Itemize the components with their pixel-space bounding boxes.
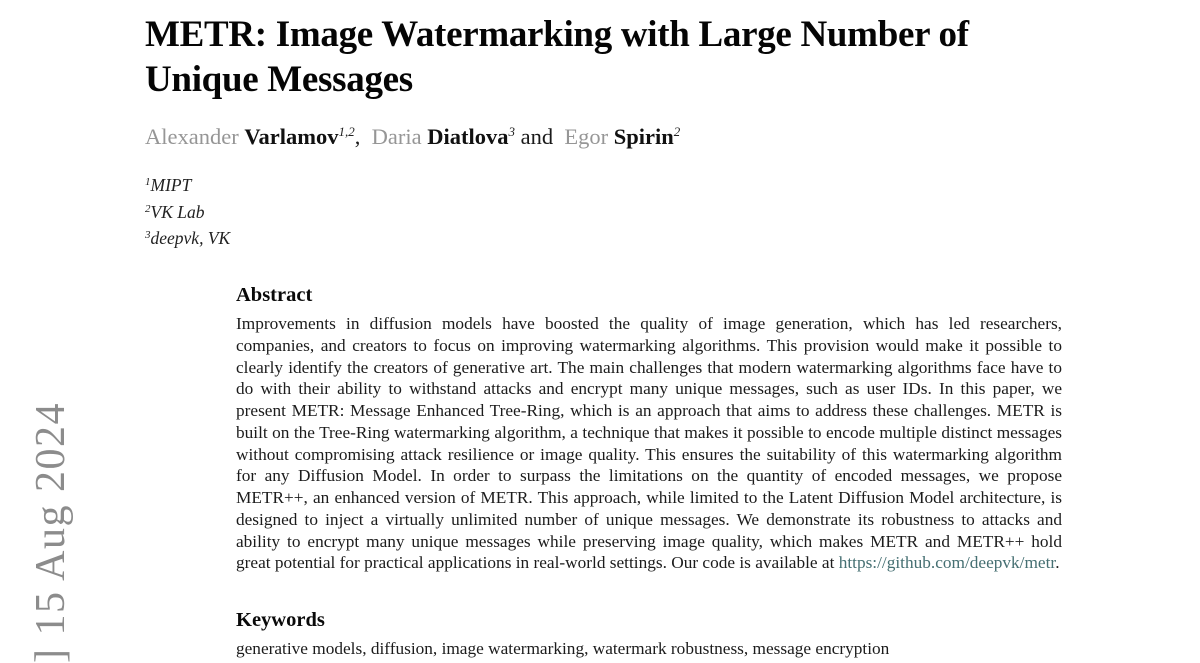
author-last-name: Spirin bbox=[613, 124, 674, 149]
abstract-text-before-link: Improvements in diffusion models have boosted the quality of image generation, which has led researchers, companies, and creators to focus on improving watermarking algorithms. This provision would make it possible to clearly identify the creators of generative art. The main challenges that modern watermarking algorithms face have to do with their ability to withstand attacks and encrypt many unique messages, such as user IDs. In this paper, we present METR: Message Enhanced Tree-Ring, which is an approach that aims to address these challenges. METR is built on the Tree-Ring watermarking algorithm, a technique that makes it possible to encode multiple distinct messages without compromising attack resilience or image quality. This ensures the suitability of this watermarking algorithm for any Diffusion Model. In order to surpass the limitations on the quantity of encoded messages, we propose METR++, an enhanced version of METR. This approach, while limited to the Latent Diffusion Model architecture, is designed to inject a virtually unlimited number of unique messages. We demonstrate its robustness to attacks and ability to encrypt many unique messages while preserving image quality, which makes METR and METR++ hold great potential for practical applications in real-world settings. Our code is available at bbox=[236, 314, 1062, 573]
author-affiliation-superscript: 3 bbox=[508, 124, 515, 139]
affiliation-item: $^2$VK Lab bbox=[145, 201, 205, 222]
keywords-section bbox=[236, 608, 1062, 660]
abstract-text-after-link: . bbox=[1055, 553, 1060, 573]
author-line: Alexander Varlamov$^{1,2}$, Daria Diatlova$^3$ and Egor Spirin$^2$ bbox=[145, 124, 681, 149]
affiliation-item: $^1$MIPT bbox=[145, 175, 192, 195]
author-last-name: Varlamov bbox=[244, 124, 339, 149]
paper-title bbox=[145, 12, 969, 102]
affiliations-list bbox=[145, 172, 230, 252]
author-last-name: Diatlova bbox=[427, 124, 509, 149]
abstract-section bbox=[236, 283, 1062, 574]
abstract-text bbox=[236, 313, 1062, 574]
paper-title-line1: METR: Image Watermarking with Large Number of bbox=[145, 14, 969, 55]
affiliation-superscript: 3 bbox=[145, 229, 151, 241]
keywords-heading: Keywords bbox=[236, 609, 325, 631]
author-affiliation-superscript: 2 bbox=[673, 124, 681, 139]
affiliation-superscript: 1 bbox=[145, 176, 151, 188]
author-first-name: Egor bbox=[564, 124, 614, 149]
affiliation-superscript: 2 bbox=[145, 202, 151, 215]
paper-title-line2: Unique Messages bbox=[145, 59, 413, 100]
author-first-name: Alexander bbox=[145, 124, 245, 149]
keywords-text: generative models, diffusion, image watermarking, watermark robustness, message encryption bbox=[236, 639, 890, 658]
affiliation-item: $^3$deepvk, VK bbox=[145, 228, 231, 248]
author-first-name: Daria bbox=[371, 124, 428, 149]
code-repository-link[interactable]: https://github.com/deepvk/metr bbox=[838, 553, 1056, 573]
abstract-heading: Abstract bbox=[236, 284, 313, 306]
author-affiliation-superscript: 1,2 bbox=[338, 124, 355, 139]
arxiv-date-sidebar: ] 15 Aug 2024 bbox=[28, 402, 74, 663]
